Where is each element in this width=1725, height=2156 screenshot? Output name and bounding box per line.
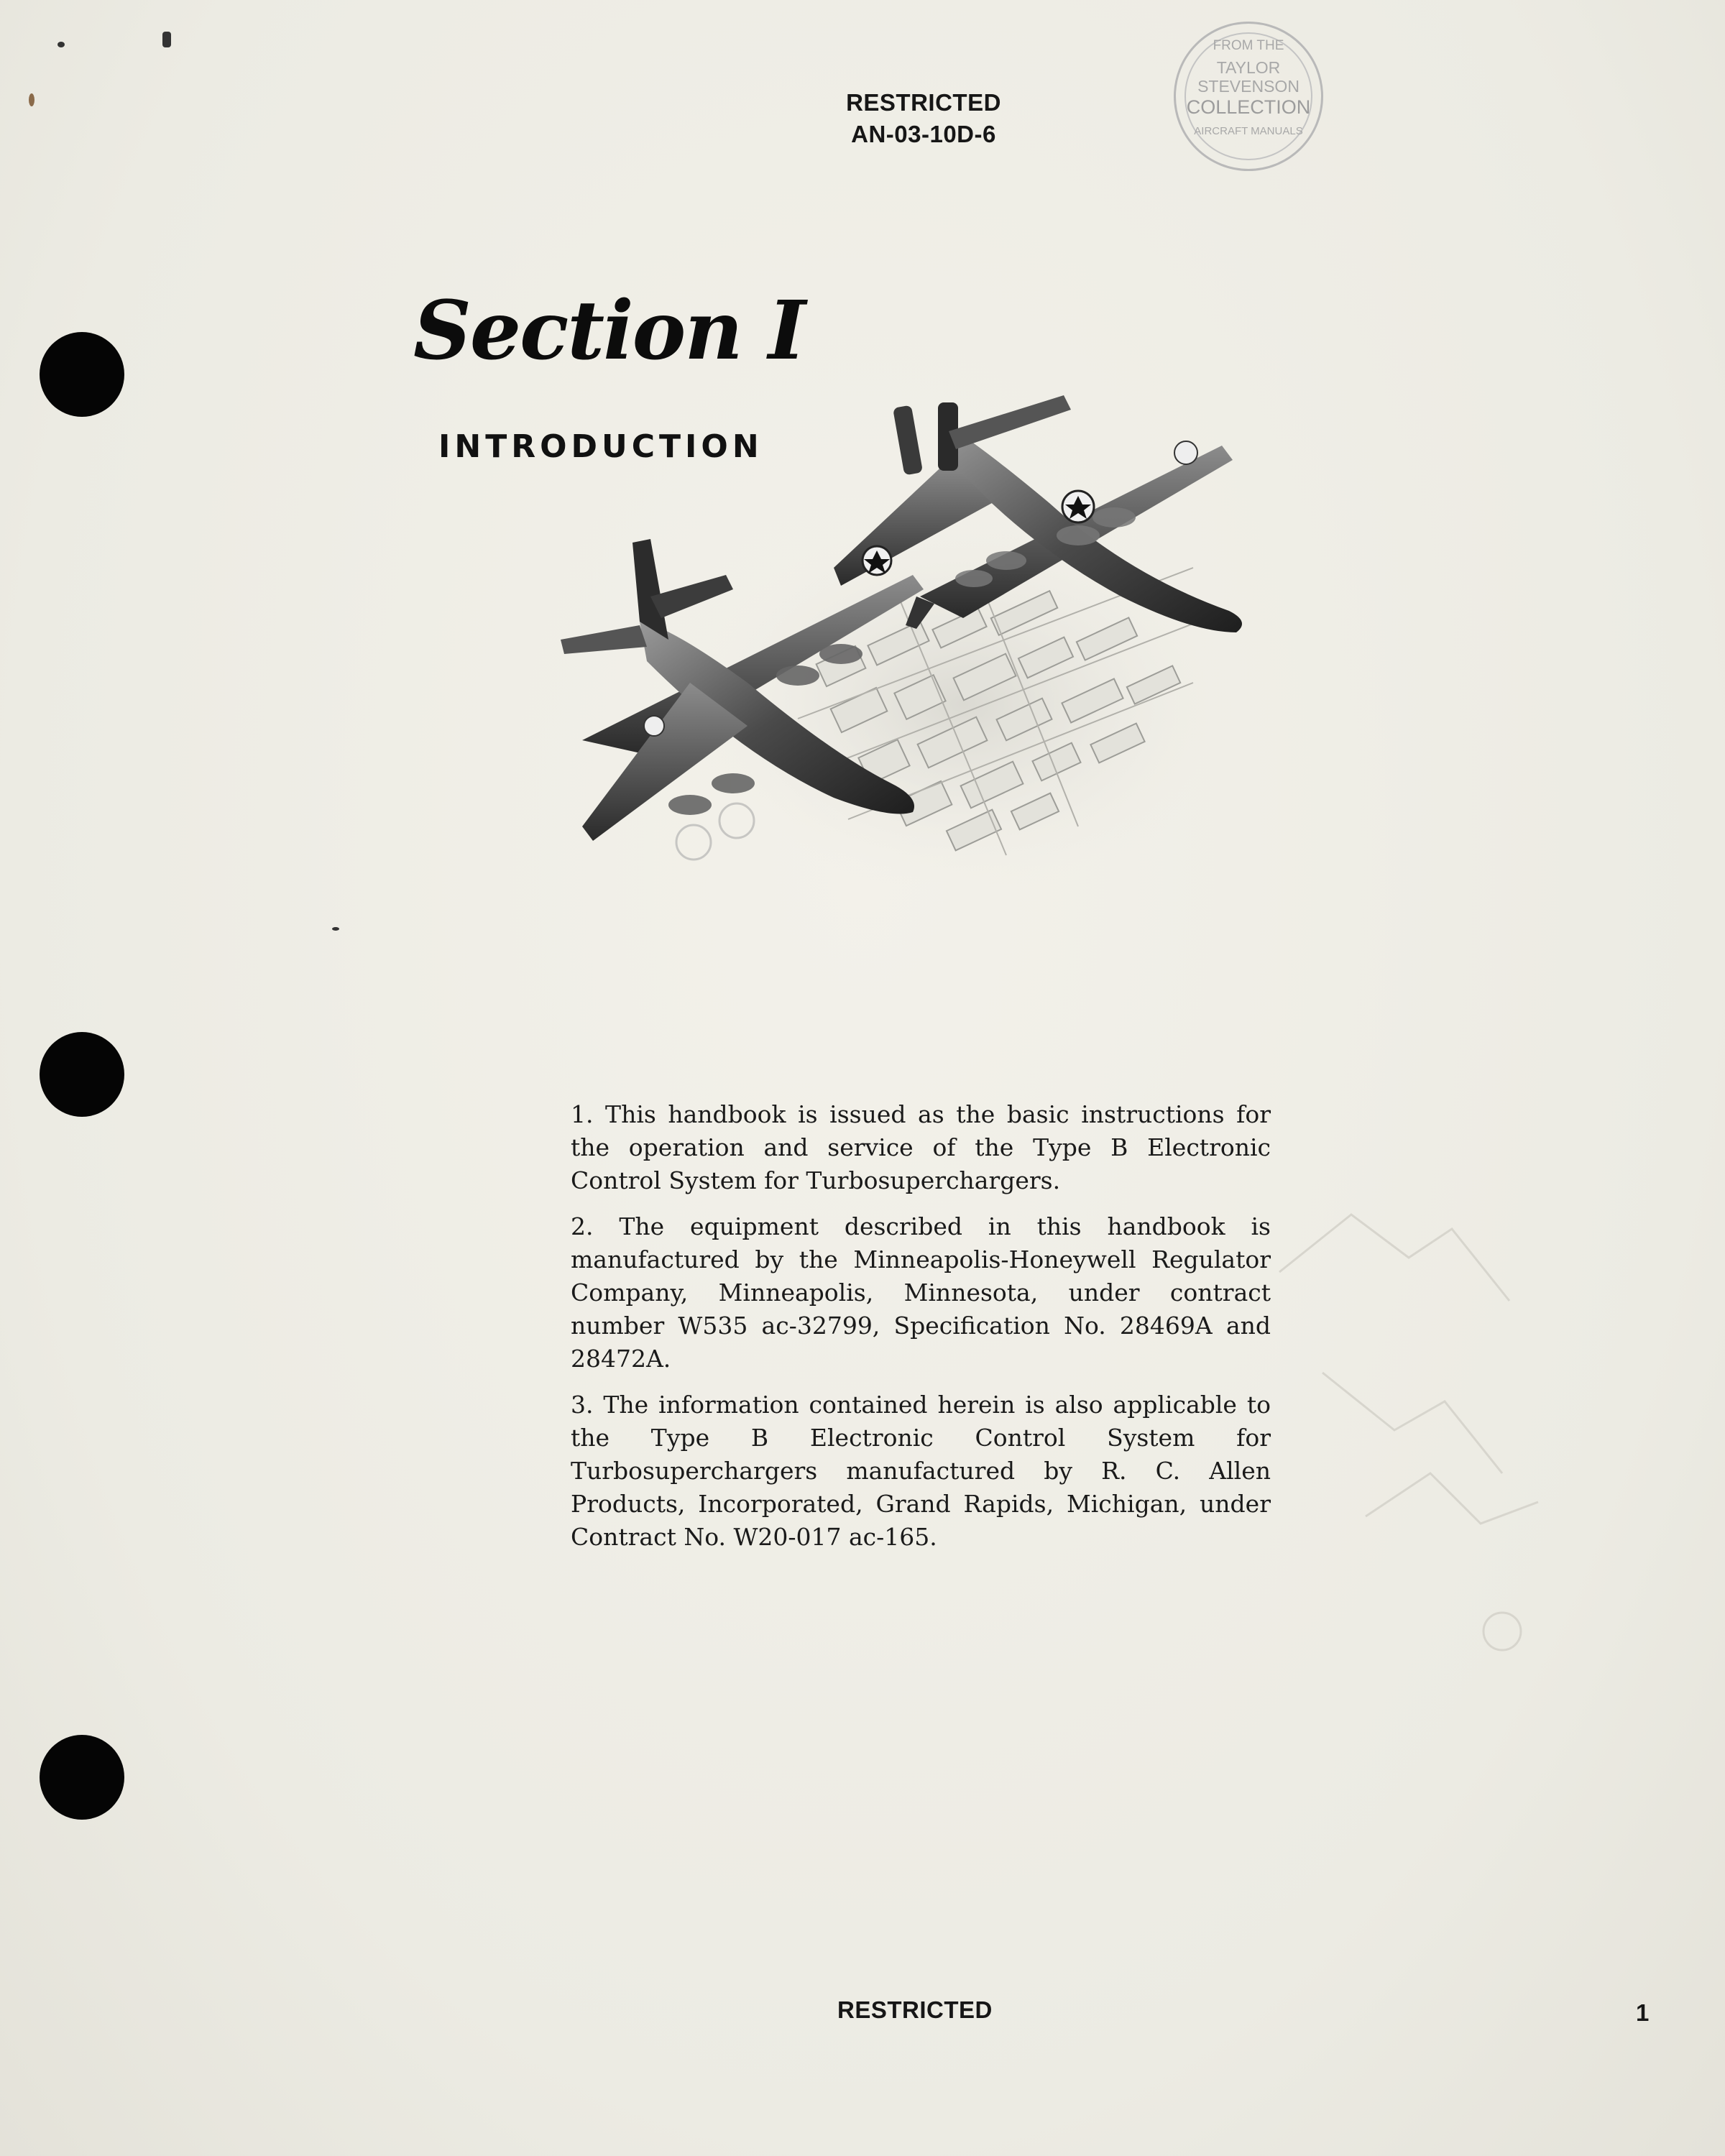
- paragraph-2: 2. The equipment described in this handbook is manufactured by the Minneapolis-Honeywell Regulator Company, Minneapolis, Minnesota, under contract number W535 ac-32799, Specification No. 28469A and 28472A.: [571, 1212, 1271, 1373]
- stamp-line-1: FROM THE: [1213, 38, 1284, 53]
- speck: [162, 32, 171, 47]
- paragraph-1: 1. This handbook is issued as the basic instructions for the operation and service of the Type B Electronic Control System for Turbosuperchargers.: [571, 1100, 1271, 1194]
- stamp-line-5: AIRCRAFT MANUALS: [1194, 125, 1303, 137]
- punch-hole-bottom: [40, 1735, 124, 1820]
- collection-stamp: [1174, 22, 1323, 171]
- bleed-through-text: [546, 165, 553, 190]
- section-title: Section I: [413, 284, 805, 378]
- bleed-through-drawing: [1265, 1186, 1624, 1689]
- stamp-line-4: COLLECTION: [1186, 96, 1311, 118]
- header-document-number: AN-03-10D-6: [851, 121, 996, 147]
- section-heading: INTRODUCTION: [438, 428, 763, 465]
- speck: [58, 42, 65, 47]
- introduction-body: [571, 1098, 1271, 1567]
- page-number: 1: [1636, 1999, 1650, 2026]
- stamp-line-2: TAYLOR: [1216, 58, 1281, 77]
- footer-restricted: RESTRICTED: [837, 1996, 993, 2023]
- stamp-line-3: STEVENSON: [1197, 77, 1300, 96]
- punch-hole-top: [40, 332, 124, 417]
- bomber-aircraft-illustration: [561, 381, 1308, 970]
- punch-hole-middle: [40, 1032, 124, 1117]
- speck: [332, 927, 339, 931]
- paragraph-3: 3. The information contained herein is also applicable to the Type B Electronic Control System for Turbosuperchargers manufactured by R. C. Allen Products, Incorporated, Grand Rapids, Michigan, under Contract No. W20-017 ac-165.: [571, 1391, 1271, 1551]
- header-restricted: RESTRICTED: [846, 89, 1001, 116]
